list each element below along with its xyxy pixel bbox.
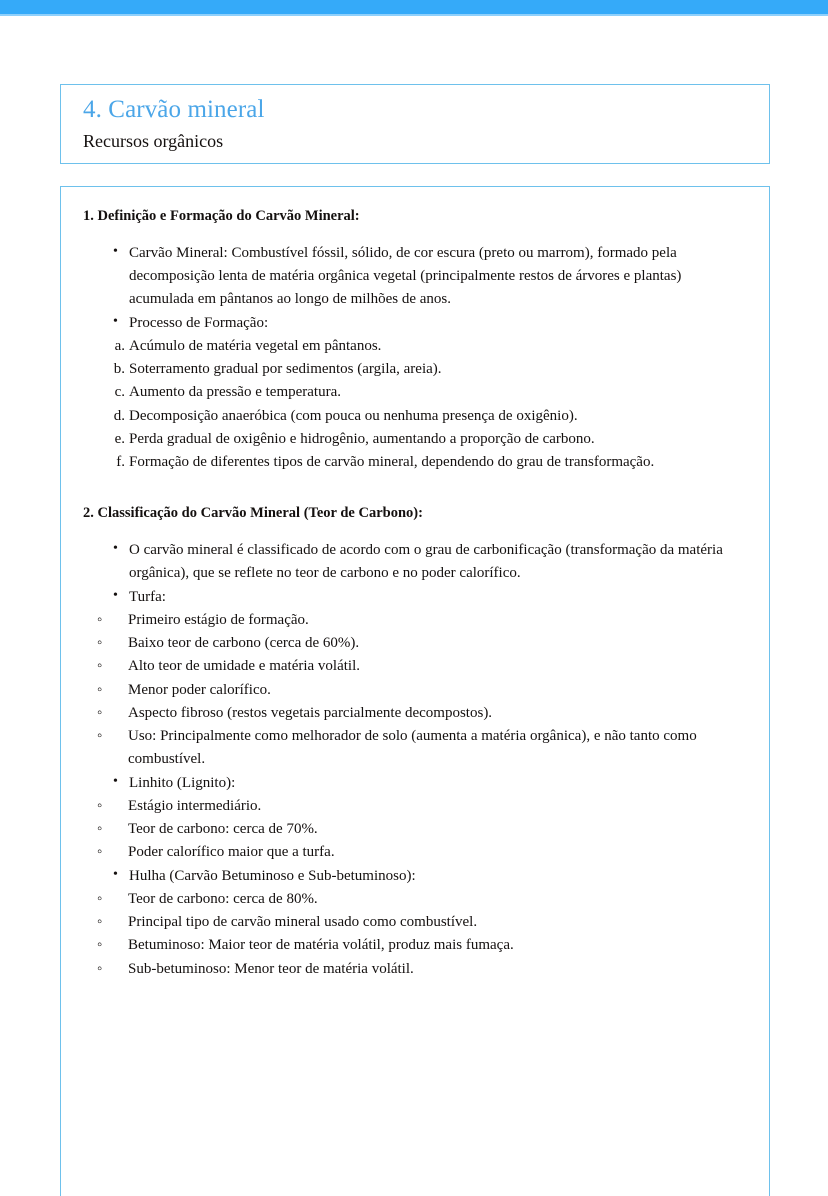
top-accent-bar — [0, 0, 828, 14]
list-item: Formação de diferentes tipos de carvão mineral, dependendo do grau de transformação. — [129, 454, 655, 471]
list-item: ◦ Teor de carbono: cerca de 80%. — [83, 888, 749, 911]
list-item: ◦ Estágio intermediário. — [83, 795, 749, 818]
turfa-sub-list — [83, 609, 749, 772]
list-item: ◦ Baixo teor de carbono (cerca de 60%). — [83, 632, 749, 655]
section-heading-2: 2. Classificação do Carvão Mineral (Teor de Carbono): — [83, 505, 423, 522]
list-item: ◦ Primeiro estágio de formação. — [83, 609, 749, 632]
section-2-bullet-list — [83, 539, 749, 609]
hulha-sub-list — [83, 888, 749, 981]
list-item: ◦ Aspecto fibroso (restos vegetais parcialmente decompostos). — [83, 702, 749, 725]
list-item: ◦ Principal tipo de carvão mineral usado como combustível. — [83, 911, 749, 934]
list-item: Soterramento gradual por sedimentos (argila, areia). — [129, 361, 442, 378]
list-item: ◦ Poder calorífico maior que a turfa. — [83, 841, 749, 864]
list-item: ◦ Sub-betuminoso: Menor teor de matéria volátil. — [83, 958, 749, 981]
list-item: ◦ Alto teor de umidade e matéria volátil. — [83, 655, 749, 678]
section-heading-1: 1. Definição e Formação do Carvão Mineral: — [83, 208, 360, 224]
linhito-sub-list — [83, 795, 749, 865]
list-item: • Hulha (Carvão Betuminoso e Sub-betuminoso): — [113, 865, 749, 888]
section-1-bullet-list — [83, 242, 749, 335]
title-card-content — [61, 85, 769, 151]
title-card — [60, 84, 770, 164]
section-1-alpha-list — [83, 335, 749, 475]
list-item: ◦ Menor poder calorífico. — [83, 679, 749, 702]
list-item: • Carvão Mineral: Combustível fóssil, sólido, de cor escura (preto ou marrom), formado pela decomposição lenta de matéria orgânica vegetal (principalmente restos de árvores e plantas) acumulada em pântanos ao longo de milhões de anos. — [113, 242, 749, 312]
list-item: • Processo de Formação: — [113, 312, 749, 335]
list-item: Decomposição anaeróbica (com pouca ou nenhuma presença de oxigênio). — [129, 407, 578, 424]
list-item: ◦ Teor de carbono: cerca de 70%. — [83, 818, 749, 841]
page-title: 4. Carvão mineral — [83, 96, 265, 123]
content-card — [60, 186, 770, 1196]
list-item: Perda gradual de oxigênio e hidrogênio, aumentando a proporção de carbono. — [129, 430, 595, 447]
linhito-group — [83, 772, 749, 795]
top-accent-bar-underline — [0, 14, 828, 16]
content-card-body — [61, 187, 769, 981]
list-item: Acúmulo de matéria vegetal em pântanos. — [129, 337, 382, 354]
hulha-group — [83, 865, 749, 888]
list-item: ◦ Betuminoso: Maior teor de matéria volátil, produz mais fumaça. — [83, 934, 749, 957]
list-item: ◦ Uso: Principalmente como melhorador de solo (aumenta a matéria orgânica), e não tanto como combustível. — [83, 725, 749, 772]
list-item: • Turfa: — [113, 586, 749, 609]
list-item: • Linhito (Lignito): — [113, 772, 749, 795]
list-item: • O carvão mineral é classificado de acordo com o grau de carbonificação (transformação da matéria orgânica), que se reflete no teor de carbono e no poder calorífico. — [113, 539, 749, 586]
page-subtitle: Recursos orgânicos — [83, 130, 224, 151]
list-item: Aumento da pressão e temperatura. — [129, 384, 341, 401]
